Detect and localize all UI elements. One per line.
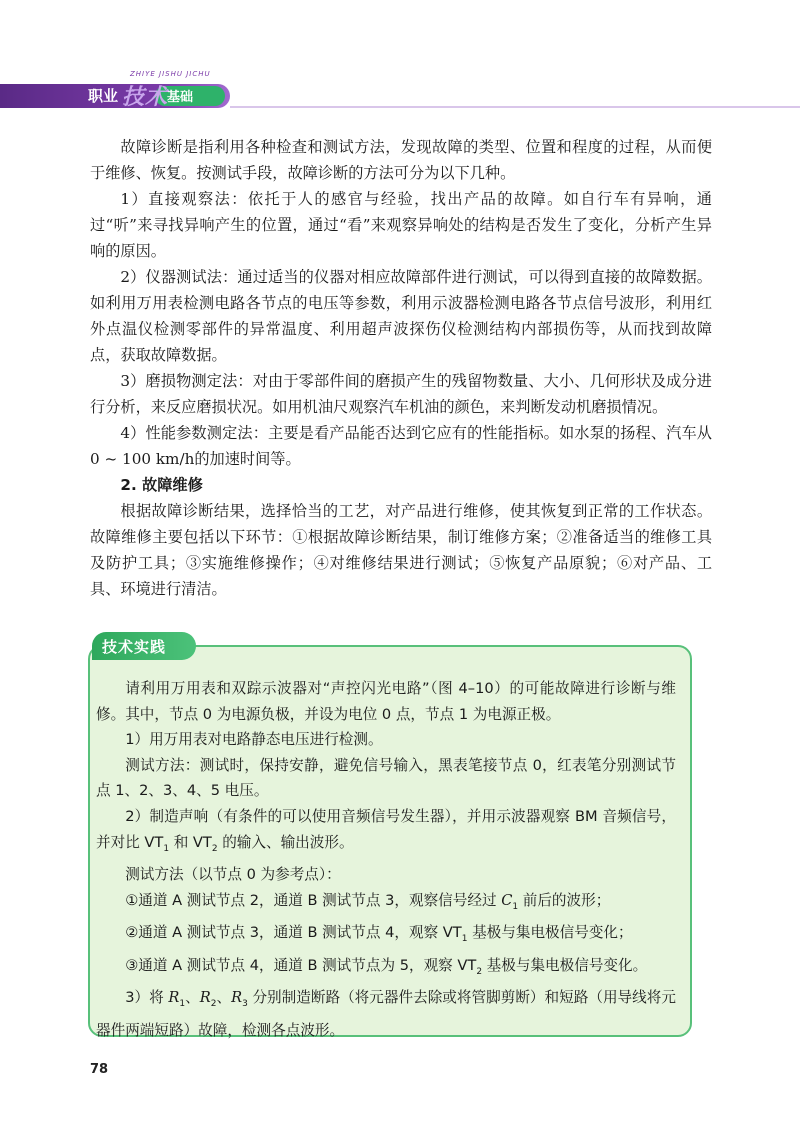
practice-paragraph <box>96 985 676 1043</box>
variable: C <box>501 891 513 909</box>
paragraph: 根据故障诊断结果，选择恰当的工艺，对产品进行维修，使其恢复到正常的工作状态。故障维修主要包括以下环节：①根据故障诊断结果，制订维修方案；②准备适当的维修工具及防护工具；③实施维修操作；④对维修结果进行测试；⑤恢复产品原貌；⑥对产品、工具、环境进行清洁。 <box>90 502 712 598</box>
text-run: ②通道 A 测试节点 3，通道 B 测试节点 4，观察 VT <box>125 924 462 942</box>
paragraph: 1）直接观察法：依托于人的感官与经验，找出产品的故障。如自行车有异响，通过“听”来寻找异响产生的位置，通过“看”来观察异响处的结构是否发生了变化，分析产生异响的原因。 <box>90 190 712 260</box>
header-pinyin: ZHIYE JISHU JICHU <box>130 70 211 78</box>
variable: R <box>168 989 180 1007</box>
text-run: 分别制造断路（将元器件去除或将管脚剪断）和短路（用导线将元器件两端短路）故障，检测各点波形。 <box>96 989 676 1039</box>
practice-paragraph: 测试方法（以节点 0 为参考点）： <box>125 866 341 884</box>
subscript: 1 <box>461 934 468 945</box>
subscript: 3 <box>242 999 248 1010</box>
paragraph: 3）磨损物测定法：对由于零部件间的磨损产生的残留物数量、大小、几何形状及成分进行分析，来反应磨损状况。如用机油尺观察汽车机油的颜色，来判断发动机磨损情况。 <box>90 372 712 416</box>
main-text <box>90 134 712 602</box>
text-run: 的输入、输出波形。 <box>217 833 354 851</box>
text-run: 、 <box>216 989 232 1007</box>
header-rule <box>230 106 800 108</box>
subscript: 2 <box>211 843 218 854</box>
variable: R <box>199 989 211 1007</box>
section-heading: 2. 故障维修 <box>120 476 203 494</box>
page-number: 78 <box>90 1062 109 1077</box>
paragraph: 4）性能参数测定法：主要是看产品能否达到它应有的性能指标。如水泵的扬程、汽车从0 ~ 100 km/h的加速时间等。 <box>90 424 712 468</box>
subscript: 2 <box>476 966 483 977</box>
practice-paragraph <box>96 953 676 986</box>
subscript: 2 <box>210 999 217 1010</box>
subscript: 1 <box>179 999 186 1010</box>
practice-paragraph <box>96 888 676 921</box>
header-title-part3: 基础 <box>167 90 194 105</box>
practice-paragraph: 1）用万用表对电路静态电压进行检测。 <box>125 731 383 749</box>
text-run: 前后的波形； <box>518 891 611 909</box>
text-run: ③通道 A 测试节点 4，通道 B 测试节点为 5，观察 VT <box>125 956 477 974</box>
page-header <box>0 68 800 112</box>
text-run: 和 VT <box>169 833 212 851</box>
subscript: 1 <box>512 901 519 912</box>
text-run: ①通道 A 测试节点 2，通道 B 测试节点 3，观察信号经过 <box>125 891 502 909</box>
header-title-part2: 技术 <box>122 84 169 110</box>
practice-content <box>96 676 676 1043</box>
text-run: 、 <box>185 989 200 1007</box>
text-run: 2）制造声响（有条件的可以使用音频信号发生器），并用示波器观察 BM 音频信号，并对比 VT <box>96 807 676 851</box>
practice-paragraph <box>96 804 676 862</box>
header-title-part1: 职业 <box>88 87 119 105</box>
practice-paragraph: 请利用万用表和双踪示波器对“声控闪光电路”（图 4–10）的可能故障进行诊断与维修。其中，节点 0 为电源负极，并设为电位 0 点，节点 1 为电源正极。 <box>96 680 676 723</box>
paragraph: 故障诊断是指利用各种检查和测试方法，发现故障的类型、位置和程度的过程，从而便于维修、恢复。按测试手段，故障诊断的方法可分为以下几种。 <box>90 138 712 182</box>
practice-paragraph <box>96 920 676 953</box>
text-run: 3）将 <box>125 989 169 1007</box>
text-run: 基极与集电极信号变化。 <box>482 956 648 974</box>
paragraph: 2）仪器测试法：通过适当的仪器对相应故障部件进行测试，可以得到直接的故障数据。如利用万用表检测电路各节点的电压等参数，利用示波器检测电路各节点信号波形，利用红外点温仪检测零部件的异常温度、利用超声波探伤仪检测结构内部损伤等，从而找到故障点，获取故障数据。 <box>90 268 712 364</box>
text-run: 基极与集电极信号变化； <box>467 924 633 942</box>
subscript: 1 <box>163 843 170 854</box>
practice-paragraph: 测试方法：测试时，保持安静，避免信号输入，黑表笔接节点 0，红表笔分别测试节点 1、2、3、4、5 电压。 <box>96 756 676 800</box>
practice-tab-label: 技术实践 <box>102 638 167 656</box>
variable: R <box>231 989 243 1007</box>
